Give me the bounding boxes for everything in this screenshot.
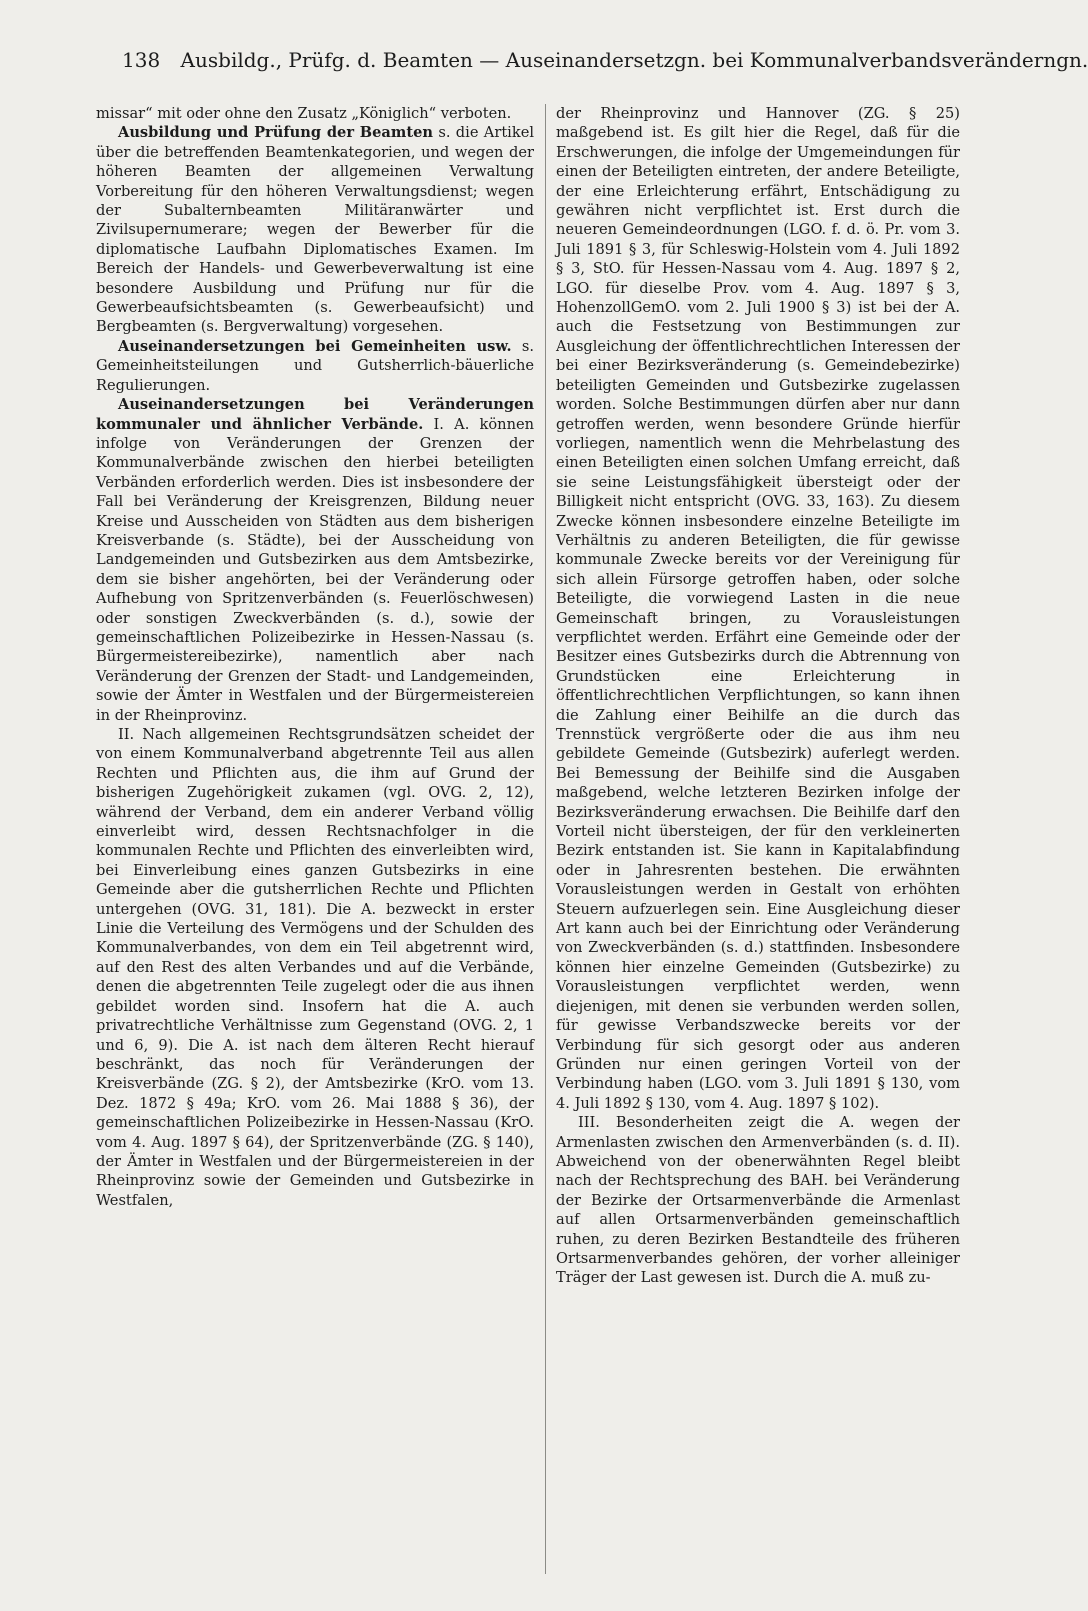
entry-body-gemeinheiten: s. Gemeinheitsteilungen und Gutsherrlich-bäuerliche Regulierungen. (96, 337, 534, 394)
left-paragraph-1: missar“ mit oder ohne den Zusatz „Königlich“ verboten. (96, 105, 512, 122)
entry-auseinandersetzungen-verbaende (96, 395, 534, 725)
left-paragraph-section-2: II. Nach allgemeinen Rechtsgrundsätzen scheidet der von einem Kommunalverband abgetrennte Teil aus allen Rechten und Pflichten aus, die ihm auf Grund der bisherigen Zugehörigkeit zukamen (vgl. OVG. 2, 12), während der Verband, dem ein anderer Verband völlig einverleibt wird, dessen Rechtsnachfolger in die kommunalen Rechte und Pflichten des einverleibten wird, bei Einverleibung eines ganzen Gutsbezirks in eine Gemeinde aber die gutsherrlichen Rechte und Pflichten untergehen (OVG. 31, 181). Die A. bezweckt in erster Linie die Verteilung des Vermögens und der Schulden des Kommunalverbandes, von dem ein Teil abgetrennt wird, auf den Rest des alten Verbandes und auf die Verbände, denen die abgetrennten Teile zugelegt oder die aus ihnen gebildet worden sind. Insofern hat die A. auch privatrechtliche Verhältnisse zum Gegenstand (OVG. 2, 1 und 6, 9). Die A. ist nach dem älteren Recht hierauf beschränkt, das noch für Veränderungen der Kreisverbände (ZG. § 2), der Amtsbezirke (KrO. vom 13. Dez. 1872 § 49a; KrO. vom 26. Mai 1888 § 36), der gemeinschaftlichen Polizeibezirke in Hessen-Nassau (KrO. vom 4. Aug. 1897 § 64), der Spritzenverbände (ZG. § 140), der Ämter in Westfalen und der Bürgermeistereien in der Rheinprovinz sowie der Gemeinden und Gutsbezirke in Westfalen, (96, 726, 534, 1209)
right-paragraph-section-3: III. Besonderheiten zeigt die A. wegen der Armenlasten zwischen den Armenverbänden (s. d. II). Abweichend von der obenerwähnten Regel bleibt nach der Rechtsprechung des BAH. bei Veränderung der Bezirke der Ortsarmenverbände die Armenlast auf allen Ortsarmenverbänden gemeinschaftlich ruhen, zu deren Bezirken Bestandteile des früheren Ortsarmenverbandes gehören, der vorher alleiniger Träger der Last gewesen ist. Durch die A. muß zu- (556, 1114, 960, 1287)
entry-heading-verbaende: Auseinandersetzungen bei Veränderungen kommunaler und ähnlicher Verbände. (96, 396, 534, 433)
right-paragraph-1: der Rheinprovinz und Hannover (ZG. § 25) maßgebend ist. Es gilt hier die Regel, daß für die Erschwerungen, die infolge der Umgemeindungen für einen der Beteiligten eintreten, der andere Beteiligte, der eine Erleichterung erfährt, Entschädigung zu gewähren nicht verpflichtet ist. Erst durch die neueren Gemeindeordnungen (LGO. f. d. ö. Pr. vom 3. Juli 1891 § 3, für Schleswig-Holstein vom 4. Juli 1892 § 3, StO. für Hessen-Nassau vom 4. Aug. 1897 § 2, LGO. für dieselbe Prov. vom 4. Aug. 1897 § 3, HohenzollGemO. vom 2. Juli 1900 § 3) ist bei der A. auch die Festsetzung von Bestimmungen zur Ausgleichung der öffentlichrechtlichen Interessen der bei einer Bezirksveränderung (s. Gemeindebezirke) beteiligten Gemeinden und Gutsbezirke zugelassen worden. Solche Bestimmungen dürfen aber nur dann getroffen werden, wenn besondere Gründe hierfür vorliegen, namentlich wenn die Mehrbelastung des einen Beteiligten einen solchen Umfang erreicht, daß sie seine Leistungsfähigkeit übersteigt oder der Billigkeit nicht entspricht (OVG. 33, 163). Zu diesem Zwecke können insbesondere einzelne Beteiligte im Verhältnis zu anderen Beteiligten, die für gewisse kommunale Zwecke bereits vor der Vereinigung für sich allein Fürsorge getroffen haben, oder solche Beteiligte, die vorwiegend Lasten in die neue Gemeinschaft bringen, zu Vorausleistungen verpflichtet werden. Erfährt eine Gemeinde oder der Besitzer eines Gutsbezirks durch die Abtrennung von Grundstücken eine Erleichterung in öffentlichrechtlichen Verpflichtungen, so kann ihnen die Zahlung einer Beihilfe an die durch das Trennstück vergrößerte oder die aus ihm neu gebildete Gemeinde (Gutsbezirk) auferlegt werden. Bei Bemessung der Beihilfe sind die Ausgaben maßgebend, welche letzteren Bezirken infolge der Bezirksveränderung erwachsen. Die Beihilfe darf den Vorteil nicht übersteigen, der für den verkleinerten Bezirk entstanden ist. Sie kann in Kapitalabfindung oder in Jahresrenten bestehen. Die erwähnten Vorausleistungen werden in Gestalt von erhöhten Steuern aufzuerlegen sein. Eine Ausgleichung dieser Art kann auch bei der Einrichtung oder Veränderung von Zweckverbänden (s. d.) stattfinden. Insbesondere können hier einzelne Gemeinden (Gutsbezirke) zu Vorausleistungen verpflichtet werden, wenn diejenigen, mit denen sie verbunden werden sollen, für gewisse Verbandszwecke bereits vor der Verbindung für sich gesorgt oder aus anderen Gründen nur einen geringen Vorteil von der Verbindung haben (LGO. vom 3. Juli 1891 § 130, vom 4. Juli 1892 § 130, vom 4. Aug. 1897 § 102). (556, 105, 960, 1112)
running-header (122, 48, 1088, 88)
entry-body-ausbildung: s. die Artikel über die betreffenden Beamtenkategorien, und wegen der höheren Beamten der allgemeinen Verwaltung Vorbereitung für den höheren Verwaltungsdienst; wegen der Subalternbeamten Militäranwärter und Zivilsupernumerare; wegen der Bewerber für die diplomatische Laufbahn Diplomatisches Examen. Im Bereich der Handels- und Gewerbeverwaltung ist eine besondere Ausbildung und Prüfung nur für die Gewerbeaufsichtsbeamten (s. Gewerbeaufsicht) und Bergbeamten (s. Bergverwaltung) vorgesehen. (96, 124, 534, 336)
entry-heading-ausbildung: Ausbildung und Prüfung der Beamten (118, 124, 433, 142)
left-column (96, 104, 534, 1584)
right-column (556, 104, 960, 1584)
page-number: 138 (122, 48, 161, 72)
entry-body-verbaende: I. A. können infolge von Veränderungen der Grenzen der Kommunalverbände zwischen den hierbei beteiligten Verbänden erforderlich werden. Dies ist insbesondere der Fall bei Veränderung der Kreisgrenzen, Bildung neuer Kreise und Ausscheiden von Städten aus dem bisherigen Kreisverbande (s. Städte), bei der Ausscheidung von Landgemeinden und Gutsbezirken aus dem Amtsbezirke, dem sie bisher angehörten, bei der Veränderung oder Aufhebung von Spritzenverbänden (s. Feuerlöschwesen) oder sonstigen Zweckverbänden (s. d.), sowie der gemeinschaftlichen Polizeibezirke in Hessen-Nassau (s. Bürgermeistereibezirke), namentlich aber nach Veränderung der Grenzen der Stadt- und Landgemeinden, sowie der Ämter in Westfalen und der Bürgermeistereien in der Rheinprovinz. (96, 415, 535, 724)
entry-heading-gemeinheiten: Auseinandersetzungen bei Gemeinheiten usw. (118, 337, 512, 355)
running-title: Ausbildg., Prüfg. d. Beamten — Auseinandersetzgn. bei Kommunalverbandsveränderngn. (180, 48, 1088, 72)
column-divider (545, 104, 546, 1574)
entry-ausbildung (96, 123, 534, 336)
entry-auseinandersetzungen-gemeinheiten (96, 337, 534, 395)
